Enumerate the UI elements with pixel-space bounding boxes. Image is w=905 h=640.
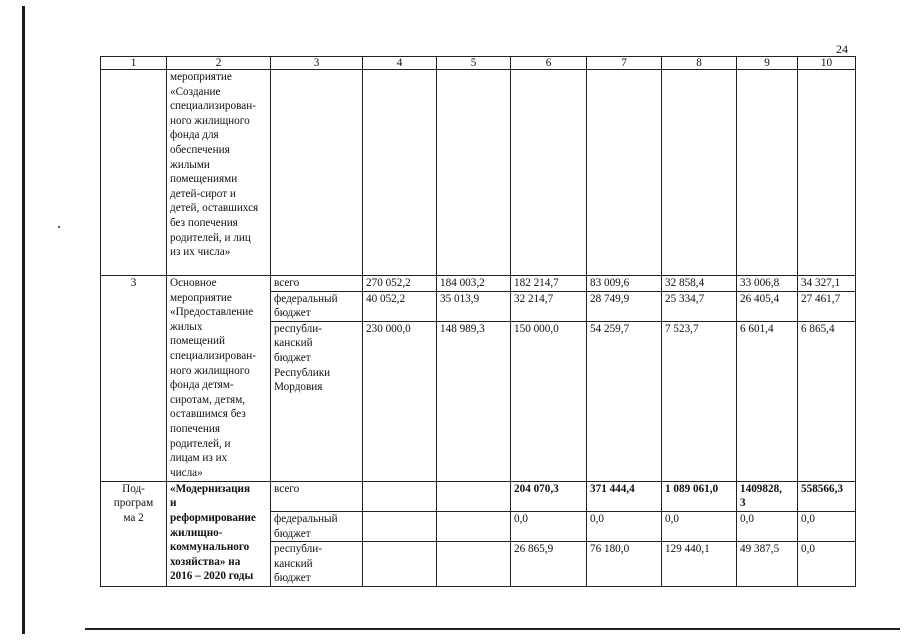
value-cell: 28 749,9 — [587, 291, 662, 321]
header-cell: 5 — [437, 57, 511, 70]
value-cell — [363, 542, 437, 587]
value-cell: 26 405,4 — [737, 291, 798, 321]
value-cell: 371 444,4 — [587, 481, 662, 511]
value-cell: 150 000,0 — [511, 321, 587, 481]
measure-name: Основное мероприятие «Предоставление жилых помещений специализирован- ного жилищного фонда детям- сиротам, детям, оставшимся без попечения родителей, и лицам из их числа» — [167, 276, 271, 482]
value-cell: 40 052,2 — [363, 291, 437, 321]
funding-source: всего — [271, 276, 363, 292]
header-cell: 9 — [737, 57, 798, 70]
funding-source: республи- канский бюджет Республики Мордовия — [271, 321, 363, 481]
value-cell: 148 989,3 — [437, 321, 511, 481]
header-cell: 2 — [167, 57, 271, 70]
value-cell: 0,0 — [737, 511, 798, 541]
header-row — [101, 57, 856, 70]
value-cell: 1409828, 3 — [737, 481, 798, 511]
value-cell: 34 327,1 — [798, 276, 856, 292]
measure-name: мероприятие «Создание специализирован- ного жилищного фонда для обеспечения жилыми помещениями детей-сирот и детей, оставшихся без попечения родителей, и лиц из их числа» — [167, 70, 271, 276]
value-cell: 27 461,7 — [798, 291, 856, 321]
value-cell: 6 865,4 — [798, 321, 856, 481]
row-number — [101, 70, 167, 276]
subprogram-name: «Модернизация и реформирование жилищно- коммунального хозяйства» на 2016 – 2020 годы — [167, 481, 271, 586]
value-cell — [363, 481, 437, 511]
value-cell: 129 440,1 — [662, 542, 737, 587]
value-cell: 76 180,0 — [587, 542, 662, 587]
value-cell: 204 070,3 — [511, 481, 587, 511]
funding-source: федеральный бюджет — [271, 291, 363, 321]
header-cell: 6 — [511, 57, 587, 70]
value-cell — [437, 481, 511, 511]
value-cell — [363, 511, 437, 541]
budget-table — [100, 56, 856, 587]
value-cell: 33 006,8 — [737, 276, 798, 292]
left-margin-bar — [22, 6, 25, 634]
value-cell: 182 214,7 — [511, 276, 587, 292]
value-cell: 54 259,7 — [587, 321, 662, 481]
subprogram-number: Под- програм ма 2 — [101, 481, 167, 586]
value-cell: 6 601,4 — [737, 321, 798, 481]
value-cell: 26 865,9 — [511, 542, 587, 587]
header-cell: 8 — [662, 57, 737, 70]
funding-source: республи- канский бюджет — [271, 542, 363, 587]
header-cell: 7 — [587, 57, 662, 70]
value-cell: 0,0 — [798, 511, 856, 541]
value-cell: 0,0 — [662, 511, 737, 541]
funding-source: федеральный бюджет — [271, 511, 363, 541]
page-number: 24 — [836, 42, 848, 56]
funding-source: всего — [271, 481, 363, 511]
row-number: 3 — [101, 276, 167, 482]
header-cell: 1 — [101, 57, 167, 70]
table-row — [101, 70, 856, 276]
bottom-rule — [85, 628, 900, 630]
value-cell: 25 334,7 — [662, 291, 737, 321]
value-cell: 49 387,5 — [737, 542, 798, 587]
header-cell: 10 — [798, 57, 856, 70]
value-cell: 35 013,9 — [437, 291, 511, 321]
value-cell: 0,0 — [587, 511, 662, 541]
value-cell: 32 858,4 — [662, 276, 737, 292]
value-cell: 0,0 — [511, 511, 587, 541]
value-cell: 7 523,7 — [662, 321, 737, 481]
value-cell: 558566,3 — [798, 481, 856, 511]
header-cell: 4 — [363, 57, 437, 70]
value-cell: 32 214,7 — [511, 291, 587, 321]
header-cell: 3 — [271, 57, 363, 70]
table-row — [101, 481, 856, 511]
value-cell: 230 000,0 — [363, 321, 437, 481]
funding-source — [271, 70, 363, 276]
value-cell: 270 052,2 — [363, 276, 437, 292]
value-cell — [437, 542, 511, 587]
scan-dot — [58, 226, 60, 228]
value-cell: 1 089 061,0 — [662, 481, 737, 511]
value-cell — [437, 511, 511, 541]
value-cell: 83 009,6 — [587, 276, 662, 292]
table-row — [101, 276, 856, 292]
value-cell: 0,0 — [798, 542, 856, 587]
value-cell: 184 003,2 — [437, 276, 511, 292]
